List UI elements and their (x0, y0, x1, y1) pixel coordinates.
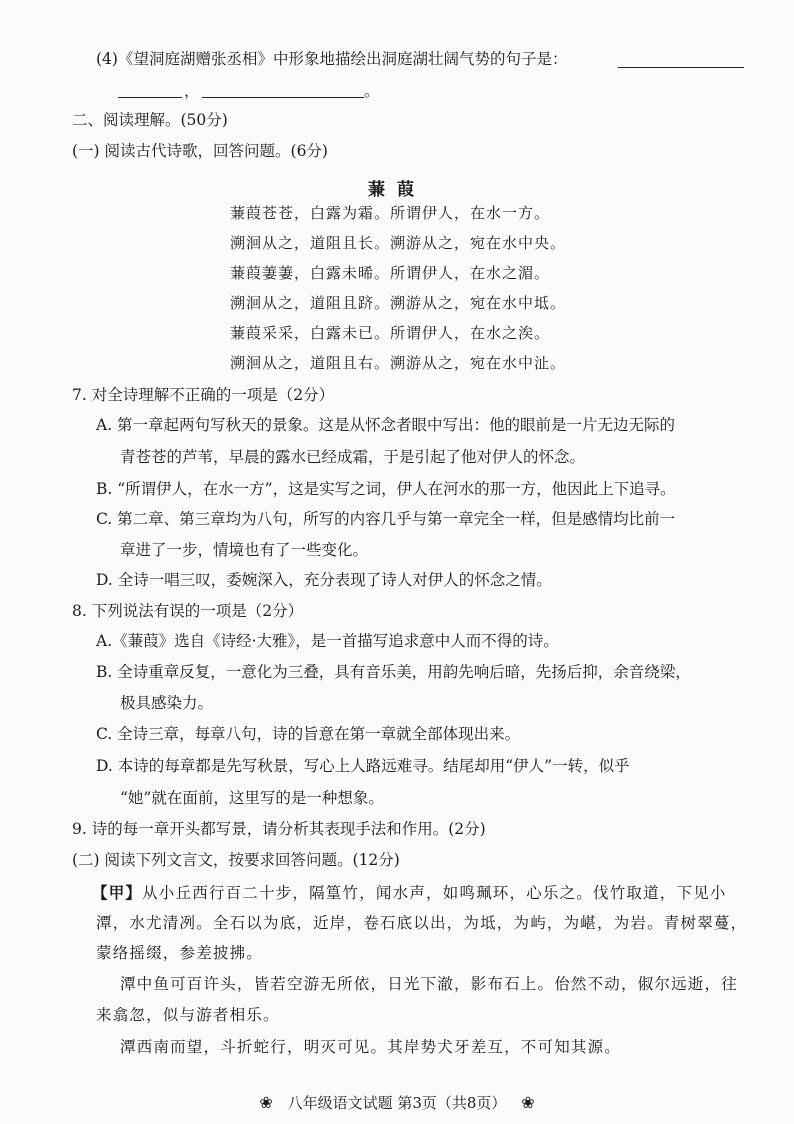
poem-line-6: 溯洄从之，道阻且右。溯游从之，宛在水中沚。 (230, 354, 567, 372)
answer-blank-2[interactable] (118, 96, 182, 98)
poem-line-4: 溯洄从之，道阻且跻。溯游从之，宛在水中坻。 (230, 294, 567, 312)
question-7-stem: 7. 对全诗理解不正确的一项是（2分） (72, 386, 335, 404)
question-7-option-c-line-1: C. 第二章、第三章均为八句，所写的内容几乎与第一章完全一样，但是感情均比前一 (96, 510, 676, 528)
poem-line-5: 蒹葭采采，白露未已。所谓伊人，在水之涘。 (230, 324, 551, 342)
answer-blank-3[interactable] (202, 96, 364, 98)
question-8-stem: 8. 下列说法有误的一项是（2分） (72, 602, 304, 620)
poem-line-2: 溯洄从之，道阻且长。溯游从之，宛在水中央。 (230, 234, 567, 252)
flower-ornament-right-icon: ❀ (521, 1093, 535, 1112)
passage-tag-jia: 【甲】 (92, 883, 143, 902)
classical-para-2-line-1: 潭中鱼可百许头，皆若空游无所依，日光下澈，影布石上。佁然不动，俶尔远逝，往 (120, 975, 738, 993)
flower-ornament-left-icon: ❀ (259, 1093, 273, 1112)
question-9-stem: 9. 诗的每一章开头都写景，请分析其表现手法和作用。(2分) (72, 820, 486, 838)
question-7-option-d: D. 全诗一唱三叹，委婉深入，充分表现了诗人对伊人的怀念之情。 (96, 571, 552, 589)
question-7-option-b: B. “所谓伊人，在水一方”，这是实写之词，伊人在河水的那一方，他因此上下追寻。 (96, 480, 676, 498)
classical-para-1-line-2: 潭，水尤清冽。全石以为底，近岸，卷石底以出，为坻，为屿，为嵁，为岩。青树翠蔓， (96, 914, 748, 932)
question-8-option-a: A.《蒹葭》选自《诗经·大雅》，是一首描写追求意中人而不得的诗。 (96, 632, 559, 650)
classical-para-3-line-1: 潭西南而望，斗折蛇行，明灭可见。其岸势犬牙差互，不可知其源。 (120, 1038, 622, 1056)
question-8-option-b-line-2: 极具感染力。 (120, 694, 214, 712)
answer-blank-1[interactable] (618, 66, 744, 68)
question-7-option-c-line-2: 章进了一步，情境也有了一些变化。 (120, 541, 369, 559)
classical-para-1-line-1 (92, 885, 727, 902)
poem-line-3: 蒹葭萋萋，白露未晞。所谓伊人，在水之湄。 (230, 264, 551, 282)
footer-page-info: 八年级语文试题 第3页（共8页） (287, 1094, 507, 1112)
page-footer (0, 1092, 794, 1113)
classical-para-1-line-3: 蒙络摇缀，参差披拂。 (96, 944, 264, 962)
question-8-option-d-line-2: “她”就在面前，这里写的是一种想象。 (120, 789, 384, 807)
blank-separator: ， (184, 82, 200, 100)
part-1-title: (一) 阅读古代诗歌，回答问题。(6分) (72, 142, 328, 160)
poem-title: 蒹葭 (368, 180, 426, 200)
question-8-option-d-line-1: D. 本诗的每章都是先写秋景，写心上人路远难寻。结尾却用“伊人”一转，似乎 (96, 757, 630, 775)
question-7-option-a-line-1: A. 第一章起两句写秋天的景象。这是从怀念者眼中写出：他的眼前是一片无边无际的 (96, 416, 676, 434)
part-2-title: (二) 阅读下列文言文，按要求回答问题。(12分) (72, 851, 400, 869)
question-4-text: (4)《望洞庭湖赠张丞相》中形象地描绘出洞庭湖壮阔气势的句子是： (96, 50, 568, 68)
question-7-option-a-line-2: 青苍苍的芦苇，早晨的露水已经成霜，于是引起了他对伊人的怀念。 (120, 448, 586, 466)
question-4 (96, 52, 567, 68)
classical-para-1-line-1-text: 从小丘西行百二十步，隔篁竹，闻水声，如鸣珮环，心乐之。伐竹取道，下见小 (142, 884, 727, 902)
question-8-option-b-line-1: B. 全诗重章反复，一意化为三叠，具有音乐美，用韵先响后暗，先扬后抑，余音绕梁， (96, 663, 691, 681)
blank-end-period: 。 (364, 82, 380, 100)
question-8-option-c: C. 全诗三章，每章八句，诗的旨意在第一章就全部体现出来。 (96, 725, 521, 743)
section-2-title: 二、阅读理解。(50分) (72, 111, 228, 129)
classical-para-2-line-2: 来翕忽，似与游者相乐。 (96, 1006, 280, 1024)
poem-line-1: 蒹葭苍苍，白露为霜。所谓伊人，在水一方。 (230, 204, 551, 222)
